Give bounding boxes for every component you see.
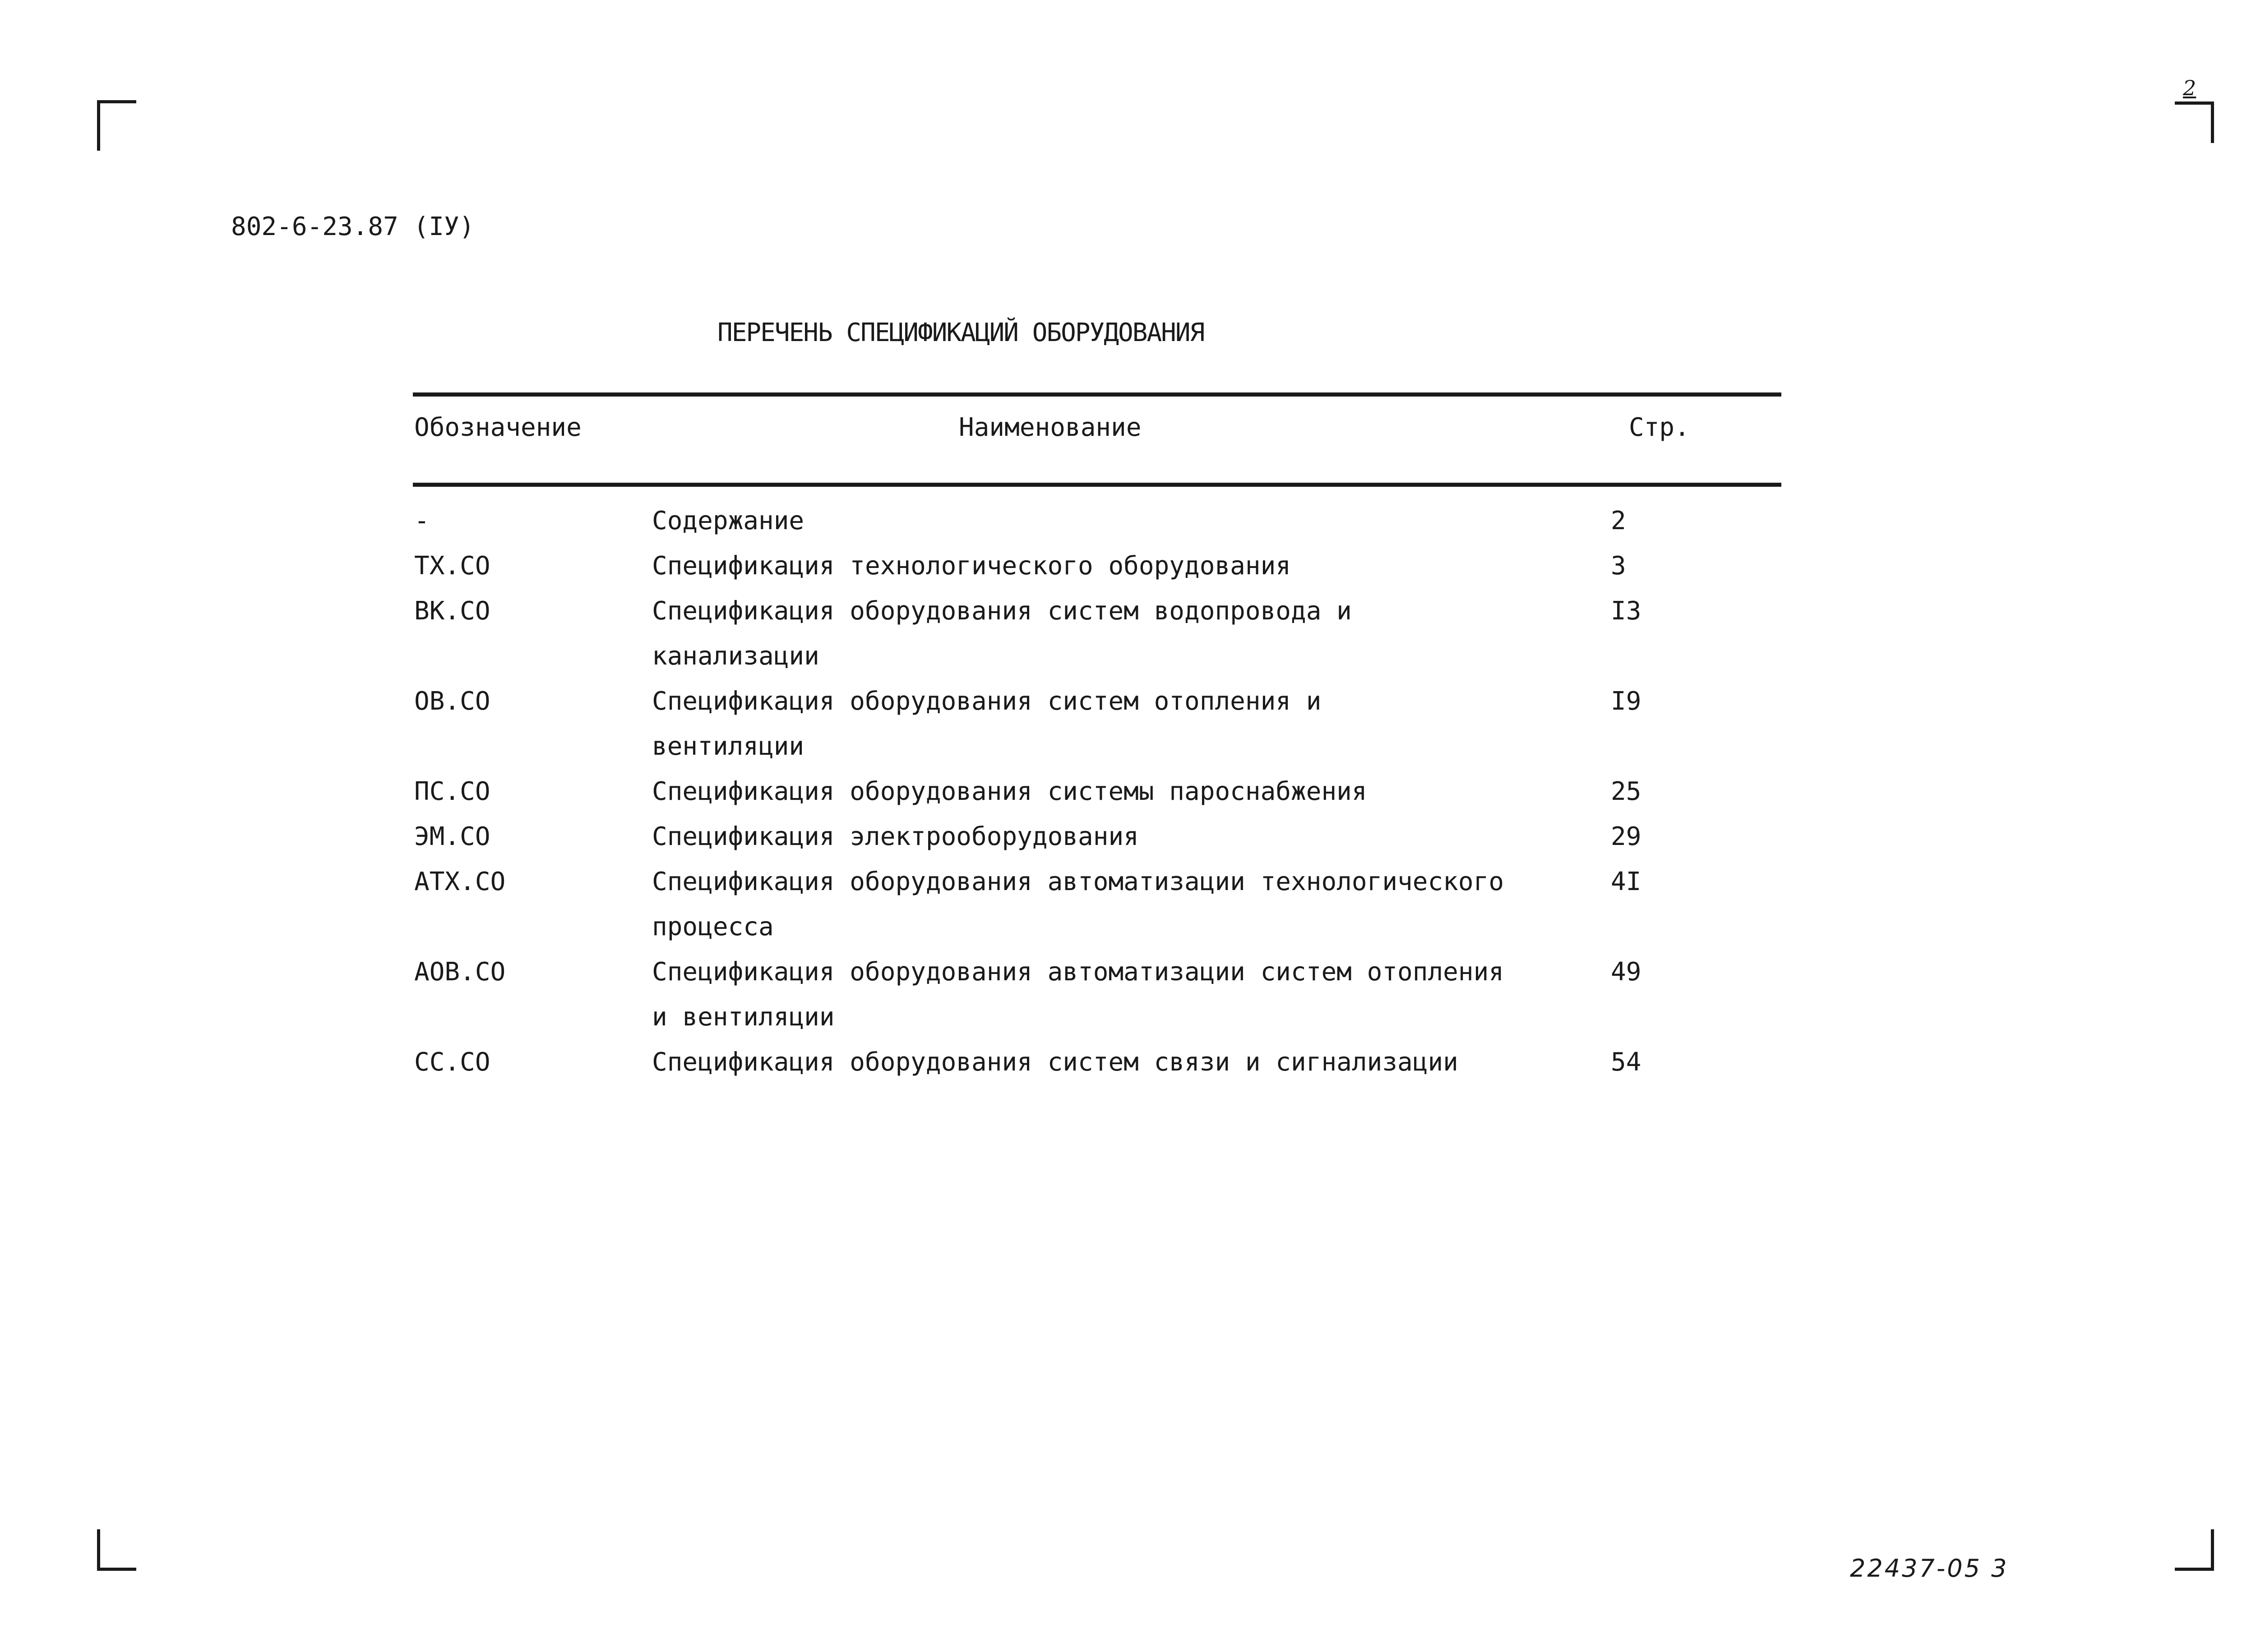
- row-code: -: [414, 506, 430, 535]
- table-row: [414, 589, 1746, 679]
- table-top-rule: [413, 392, 1781, 397]
- row-page: 4I: [1611, 867, 1641, 896]
- row-name-line: Спецификация оборудования системы пароснабжения: [652, 777, 1367, 806]
- row-name-line: Содержание: [652, 506, 804, 535]
- row-name: [652, 498, 1611, 544]
- table-header-rule: [413, 483, 1781, 487]
- frame-corner-top-right: [2175, 102, 2214, 143]
- row-name-line: Спецификация оборудования систем связи и сигнализации: [652, 1047, 1458, 1077]
- row-code: ПС.СО: [414, 777, 490, 806]
- frame-corner-top-left: [97, 100, 136, 151]
- frame-corner-bottom-left: [97, 1529, 136, 1571]
- document-code: 802-6-23.87 (IУ): [231, 212, 475, 241]
- row-name-line: Спецификация электрооборудования: [652, 822, 1139, 851]
- row-name-line: и вентиляции: [652, 1002, 835, 1032]
- header-page: Стр.: [1629, 413, 1690, 442]
- row-code: СС.СО: [414, 1047, 490, 1077]
- row-name: [652, 814, 1611, 859]
- row-code: ЭМ.СО: [414, 822, 490, 851]
- table-row: [414, 814, 1746, 859]
- row-name-line: Спецификация оборудования автоматизации технологического: [652, 867, 1504, 896]
- row-name: [652, 769, 1611, 814]
- table-row: [414, 498, 1746, 544]
- table-row: [414, 950, 1746, 1040]
- table-row: [414, 544, 1746, 589]
- table-row: [414, 859, 1746, 950]
- row-name: [652, 1040, 1611, 1085]
- table-row: [414, 769, 1746, 814]
- row-code: АТХ.СО: [414, 867, 506, 896]
- page-title: ПЕРЕЧЕНЬ СПЕЦИФИКАЦИЙ ОБОРУДОВАНИЯ: [717, 318, 1204, 347]
- row-name-line: Спецификация оборудования систем отопления и: [652, 687, 1322, 716]
- row-name: [652, 679, 1611, 769]
- row-name: [652, 589, 1611, 679]
- row-name-line: Спецификация технологического оборудования: [652, 551, 1291, 581]
- row-page: 3: [1611, 551, 1626, 581]
- row-name-line: Спецификация оборудования автоматизации систем отопления: [652, 957, 1504, 987]
- archive-stamp: 22437-05 3: [1850, 1554, 2009, 1583]
- row-code: ОВ.СО: [414, 687, 490, 716]
- specification-rows: [414, 498, 1746, 1085]
- row-page: I9: [1611, 687, 1641, 716]
- table-row: [414, 1040, 1746, 1085]
- row-code: АОВ.СО: [414, 957, 506, 987]
- frame-corner-bottom-right: [2175, 1529, 2214, 1571]
- row-name: [652, 859, 1611, 950]
- row-name-line: Спецификация оборудования систем водопровода и: [652, 596, 1352, 626]
- table-row: [414, 679, 1746, 769]
- row-name-line: вентиляции: [652, 732, 804, 761]
- row-name-line: процесса: [652, 912, 774, 941]
- row-page: 29: [1611, 822, 1641, 851]
- specification-list: [414, 498, 1746, 1085]
- row-name: [652, 950, 1611, 1040]
- row-name: [652, 544, 1611, 589]
- row-code: ВК.СО: [414, 596, 490, 626]
- row-page: 2: [1611, 506, 1626, 535]
- header-name: Наименование: [959, 413, 1142, 442]
- row-name-line: канализации: [652, 641, 819, 671]
- header-code: Обозначение: [414, 413, 582, 442]
- row-page: I3: [1611, 596, 1641, 626]
- sheet-number: 2: [2183, 76, 2196, 100]
- row-code: ТХ.СО: [414, 551, 490, 581]
- row-page: 25: [1611, 777, 1641, 806]
- row-page: 49: [1611, 957, 1641, 987]
- row-page: 54: [1611, 1047, 1641, 1077]
